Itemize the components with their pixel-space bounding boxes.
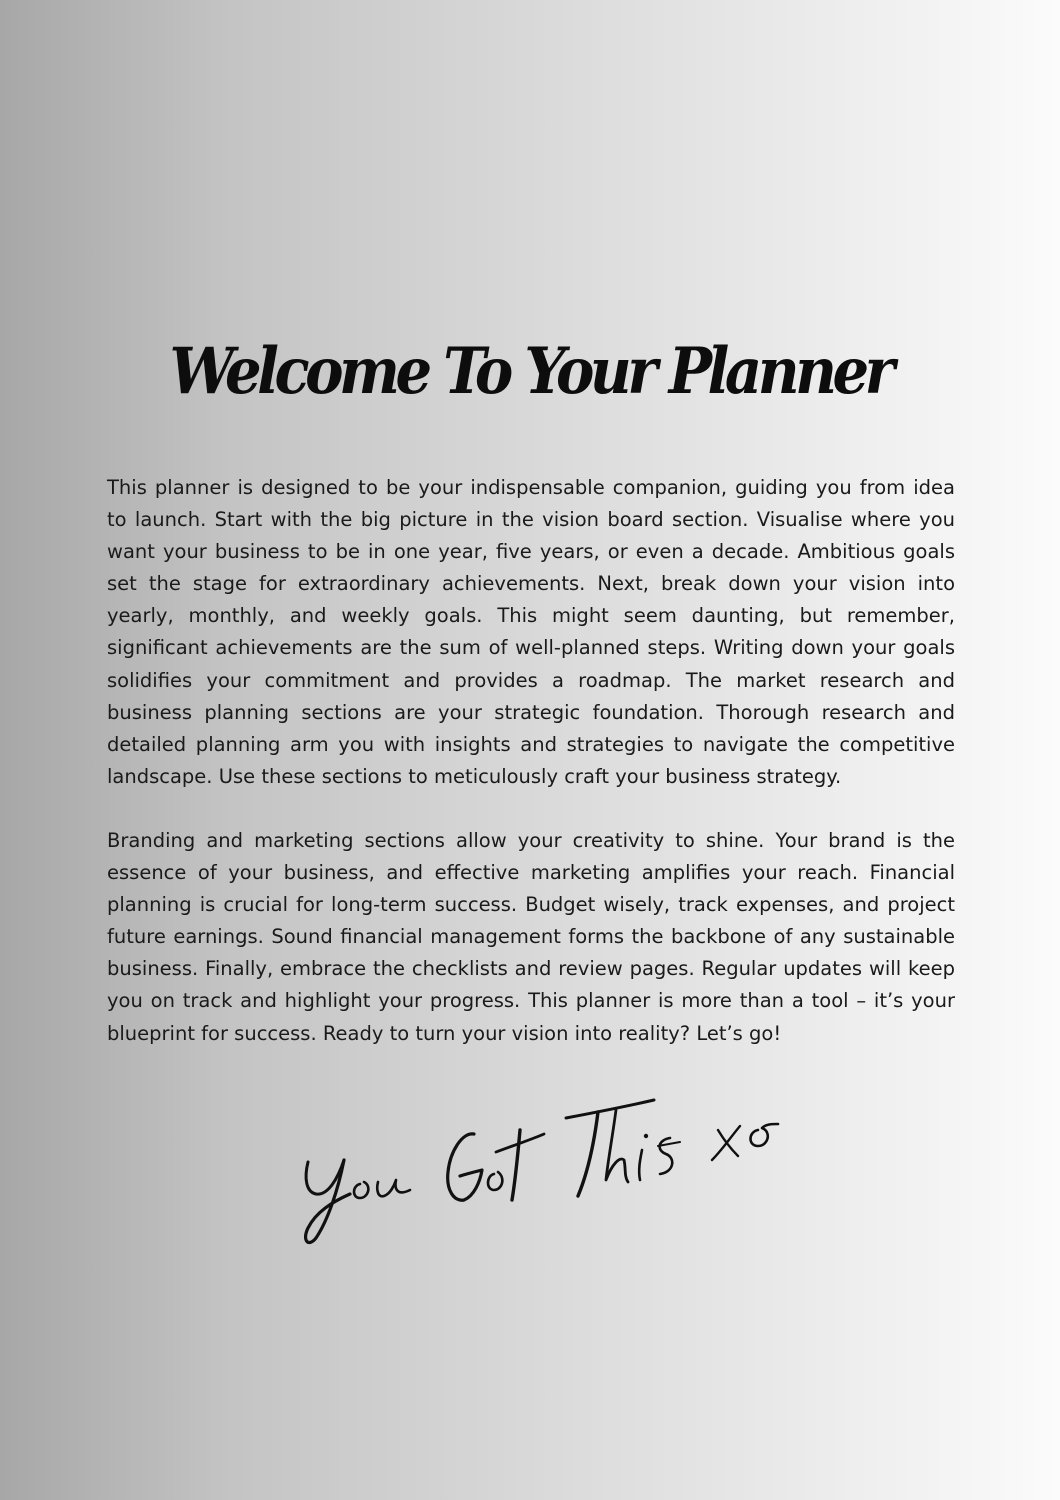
signature-script [298, 1090, 788, 1250]
intro-text [107, 472, 955, 1082]
paragraph-2: Branding and marketing sections allow your creativity to shine. Your brand is the essence of your business, and effective marketing amplifies your reach. Financial planning is crucial for long-term success. Budget wisely, track expenses, and project future earnings. Sound financial management forms the backbone of any sustainable business. Finally, embrace the checklists and review pages. Regular updates will keep you on track and highlight your progress. This planner is more than a tool – it’s your blueprint for success. Ready to turn your vision into reality? Let’s go! [107, 828, 955, 1045]
page-title: Welcome To Your Planner [169, 334, 891, 409]
paragraph-1: This planner is designed to be your indispensable companion, guiding you from idea to launch. Start with the big picture in the vision board section. Visualise where you want your business to be in one year, five years, or even a decade. Ambitious goals set the stage for extraordinary achievements. Next, break down your vision into yearly, monthly, and weekly goals. This might seem daunting, but remember, significant achievements are the sum of well-planned steps. Writing down your goals solidifies your commitment and provides a roadmap. The market research and business planning sections are your strategic foundation. Thorough research and detailed planning arm you with insights and strategies to navigate the competitive landscape. Use these sections to meticulously craft your business strategy. [107, 476, 955, 788]
handwritten-signature [298, 1090, 788, 1250]
